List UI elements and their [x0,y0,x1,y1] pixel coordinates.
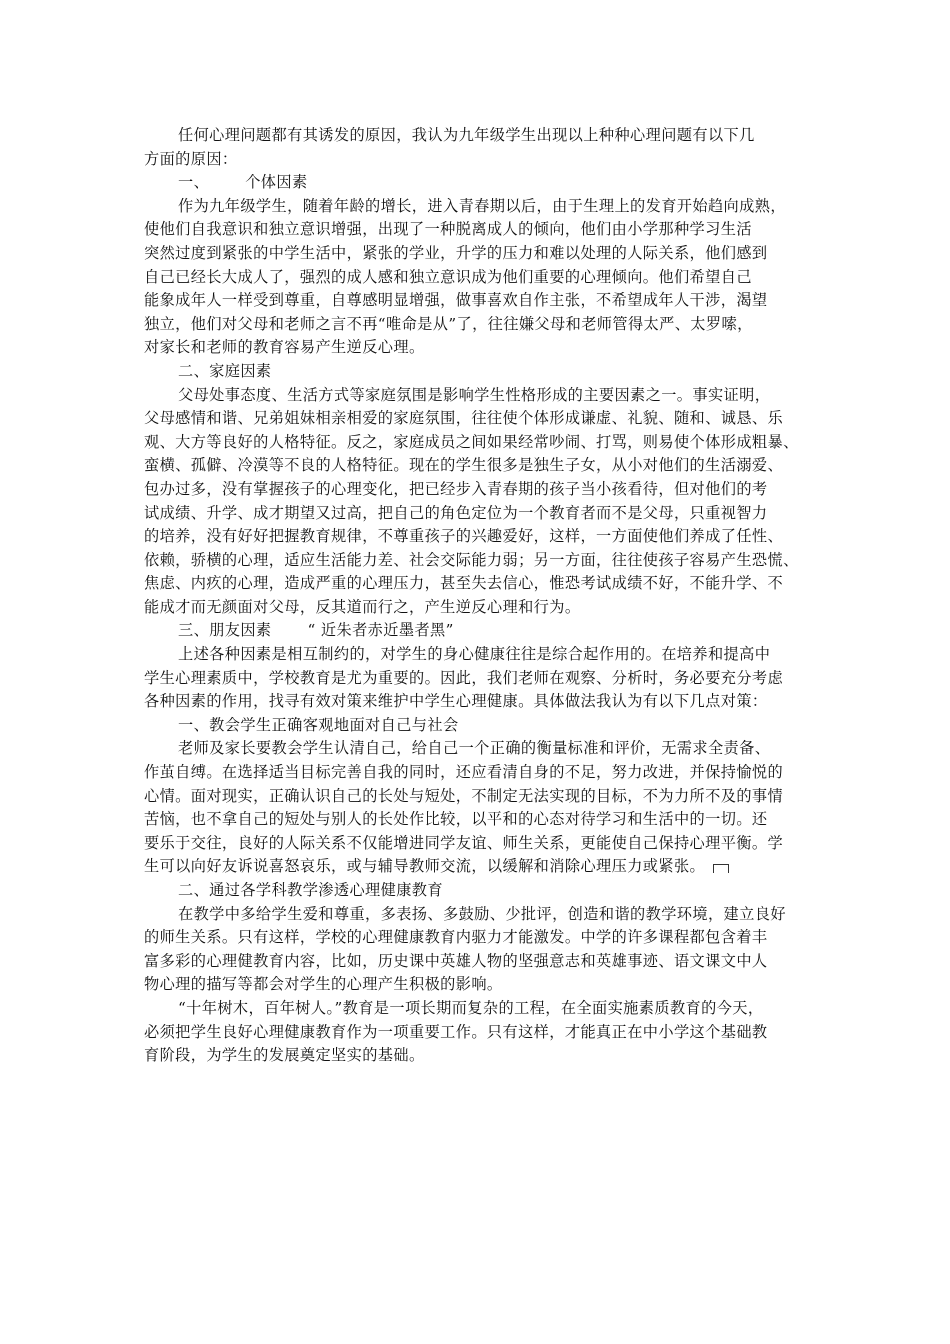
return-mark-icon [713,864,729,873]
paragraph-line: 苦恼，也不拿自己的短处与别人的长处作比较，以平和的心态对待学习和生活中的一切。还 [144,810,768,829]
paragraph-line: 观、大方等良好的人格特征。反之，家庭成员之间如果经常吵闹、打骂，则易使个体形成粗暴、 [144,432,799,451]
paragraph-line: 富多彩的心理健教育内容，比如，历史课中英雄人物的坚强意志和英雄事迹、语文课文中人 [144,951,768,970]
paragraph-line: 使他们自我意识和独立意识增强，出现了一种脱离成人的倾向，他们由小学那种学习生活 [144,220,752,239]
paragraph-line: 各种因素的作用，找寻有效对策来维护中学生心理健康。具体做法我认为有以下几点对策： [144,692,768,711]
paragraph-line: 的培养，没有好好把握教育规律，不尊重孩子的兴趣爱好，这样，一方面使他们养成了任性、 [144,527,784,546]
paragraph-line: 自己已经长大成人了，强烈的成人感和独立意识成为他们重要的心理倾向。他们希望自己 [144,267,752,286]
paragraph-line: 父母感情和谐、兄弟姐妹相亲相爱的家庭氛围，往往使个体形成谦虚、礼貌、随和、诚恳、乐 [144,409,784,428]
paragraph-line: 作为九年级学生，随着年龄的增长，进入青春期以后，由于生理上的发育开始趋向成熟， [178,196,786,215]
paragraph-line: 方面的原因： [144,149,238,168]
paragraph-line-with-mark [144,855,828,879]
heading-text: 个体因素 [245,173,308,192]
section-heading-family: 二、家庭因素 [178,361,272,380]
paragraph-line: 上述各种因素是相互制约的，对学生的身心健康往往是综合起作用的。在培养和提高中 [178,645,771,664]
paragraph-line: 作茧自缚。在选择适当目标完善自我的同时，还应看清自身的不足，努力改进，并保持愉悦的 [144,763,784,782]
paragraph-line: “十年树木，百年树人。”教育是一项长期而复杂的工程，在全面实施素质教育的今天， [178,998,764,1017]
paragraph-line: 任何心理问题都有其诱发的原因，我认为九年级学生出现以上种种心理问题有以下几 [178,126,755,144]
heading-quote: “ 近朱者赤近墨者黑” [307,621,454,640]
section-heading-strategy-1: 一、教会学生正确客观地面对自己与社会 [178,715,459,734]
paragraph-text: 生可以向好友诉说喜怒哀乐，或与辅导教师交流，以缓解和消除心理压力或紧张。 [144,857,706,876]
paragraph-line: 依赖，骄横的心理，适应生活能力差、社会交际能力弱；另一方面，往往使孩子容易产生恐慌、 [144,550,799,569]
paragraph-line: 的师生关系。只有这样，学校的心理健康教育内驱力才能激发。中学的许多课程都包含着丰 [144,928,768,947]
paragraph-line: 在教学中多给学生爱和尊重，多表扬、多鼓励、少批评，创造和谐的教学环境，建立良好 [178,904,786,923]
paragraph-line: 突然过度到紧张的中学生活中，紧张的学业，升学的压力和难以处理的人际关系，他们感到 [144,243,768,262]
paragraph-line: 要乐于交往，良好的人际关系不仅能增进同学友谊、师生关系，更能使自己保持心理平衡。学 [144,833,784,852]
paragraph-line: 焦虑、内疚的心理，造成严重的心理压力，甚至失去信心，惟恐考试成绩不好，不能升学、不 [144,574,784,593]
section-heading-strategy-2: 二、通过各学科教学渗透心理健康教育 [178,881,443,899]
paragraph-line: 蛮横、孤僻、冷漠等不良的人格特征。现在的学生很多是独生子女，从小对他们的生活溺爱、 [144,456,784,475]
paragraph-line: 独立，他们对父母和老师之言不再“唯命是从”了，往往嫌父母和老师管得太严、太罗嗦， [144,314,753,333]
paragraph-line: 育阶段，为学生的发展奠定坚实的基础。 [144,1046,425,1065]
section-heading-friends [144,619,828,643]
paragraph-line: 包办过多，没有掌握孩子的心理变化，把已经步入青春期的孩子当小孩看待，但对他们的考 [144,479,768,498]
paragraph-line: 对家长和老师的教育容易产生逆反心理。 [144,338,425,357]
document-body [144,124,828,1068]
paragraph-line: 父母处事态度、生活方式等家庭氛围是影响学生性格形成的主要因素之一。事实证明， [178,385,771,404]
section-heading-individual [144,171,828,195]
heading-number: 一、 [178,173,210,192]
paragraph-line: 必须把学生良好心理健康教育作为一项重要工作。只有这样，才能真正在中小学这个基础教 [144,1022,768,1041]
heading-text: 三、朋友因素 [178,621,272,640]
paragraph-line: 老师及家长要教会学生认清自己，给自己一个正确的衡量标准和评价，无需求全责备、 [178,739,771,758]
paragraph-line: 物心理的描写等都会对学生的心理产生积极的影响。 [144,975,503,994]
paragraph-line: 能成才而无颜面对父母，反其道而行之，产生逆反心理和行为。 [144,597,581,616]
paragraph-line: 学生心理素质中，学校教育是尤为重要的。因此，我们老师在观察、分析时，务必要充分考虑 [144,668,784,687]
paragraph-line: 心情。面对现实，正确认识自己的长处与短处，不制定无法实现的目标，不为力所不及的事情 [144,786,784,805]
paragraph-line: 试成绩、升学、成才期望又过高，把自己的角色定位为一个教育者而不是父母，只重视智力 [144,503,768,522]
paragraph-line: 能象成年人一样受到尊重，自尊感明显增强，做事喜欢自作主张，不希望成年人干涉，渴望 [144,291,768,310]
